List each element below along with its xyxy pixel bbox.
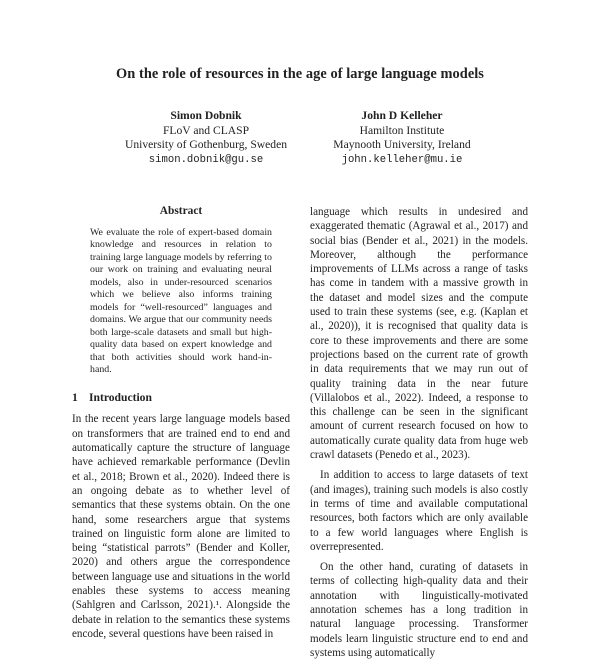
- section-number: 1: [72, 391, 78, 405]
- author-institution: University of Gothenburg, Sweden: [124, 138, 288, 151]
- abstract-heading: Abstract: [159, 205, 203, 217]
- author-block: [292, 109, 512, 167]
- author-name: Simon Dobnik: [170, 109, 242, 122]
- body-paragraph: In addition to access to large datasets of text (and images), training such models is also costly in terms of time and available computational resources, both factors which are only available to a few world languages where English is overrepresented.: [310, 469, 528, 553]
- author-block: [96, 109, 316, 167]
- author-institution: Maynooth University, Ireland: [333, 138, 471, 151]
- author-email: john.kelleher@mu.ie: [341, 153, 463, 166]
- author-email: simon.dobnik@gu.se: [148, 153, 264, 166]
- intro-paragraph: In the recent years large language models based on transformers that are trained end to end and automatically capture the structure of language have achieved remarkable performance (Devlin et al., 2018; Brown et al., 2020). Indeed there is an ongoing debate as to whether level of semantics that these systems obtain. On the one hand, some researchers argue that systems trained on linguistic form alone are limited to being “statistical parrots” (Bender and Koller, 2020) and others argue the correspondence between language use and situations in the world enables these systems to access meaning (Sahlgren and Carlsson, 2021).¹. Alongside the debate in relation to the semantics these systems encode, several questions have been raised in: [72, 413, 290, 640]
- body-paragraph: On the other hand, curating of datasets in terms of collecting high-quality data and their annotation with linguistically-motivated annotation schemes has a long tradition in natural language processing. Transformer models learn linguistic structure end to end and systems using automatically: [310, 561, 528, 659]
- right-column: [310, 205, 528, 660]
- author-name: John D Kelleher: [361, 109, 443, 122]
- section-heading: [72, 391, 290, 404]
- section-title: Introduction: [89, 391, 152, 405]
- left-column: [72, 205, 290, 641]
- author-affiliation: FLoV and CLASP: [162, 123, 250, 137]
- abstract-text: We evaluate the role of expert-based domain knowledge and resources in relation to training large language models by referring to our work on training and evaluating neural models, also in under-resourced scenarios which we believe also informs training models for “well-resourced” languages and domains. We argue that our community needs both large-scale datasets and small but high-quality data based on expert knowledge and that both activities should work hand-in-hand.: [90, 227, 272, 375]
- author-affiliation: Hamilton Institute: [359, 123, 445, 137]
- body-paragraph: language which results in undesired and exaggerated thematic (Agrawal et al., 2017) and social bias (Bender et al., 2021) in the models. Moreover, although the performance improvements of LLMs across a range of tasks has come in tandem with a massive growth in the dataset and model sizes and the compute used to train these systems (see, e.g. (Kaplan et al., 2020)), it is recognised that quality data is core to these improvements and there are some projections based on the current rate of growth in data requirements that we may run out of quality training data in the near future (Villalobos et al., 2022). Indeed, a response to this challenge can be seen in the significant amount of current research focused on how to automatically curate quality data from huge web crawl datasets (Penedo et al., 2023).: [310, 206, 528, 462]
- paper-title: On the role of resources in the age of large language models: [116, 66, 484, 82]
